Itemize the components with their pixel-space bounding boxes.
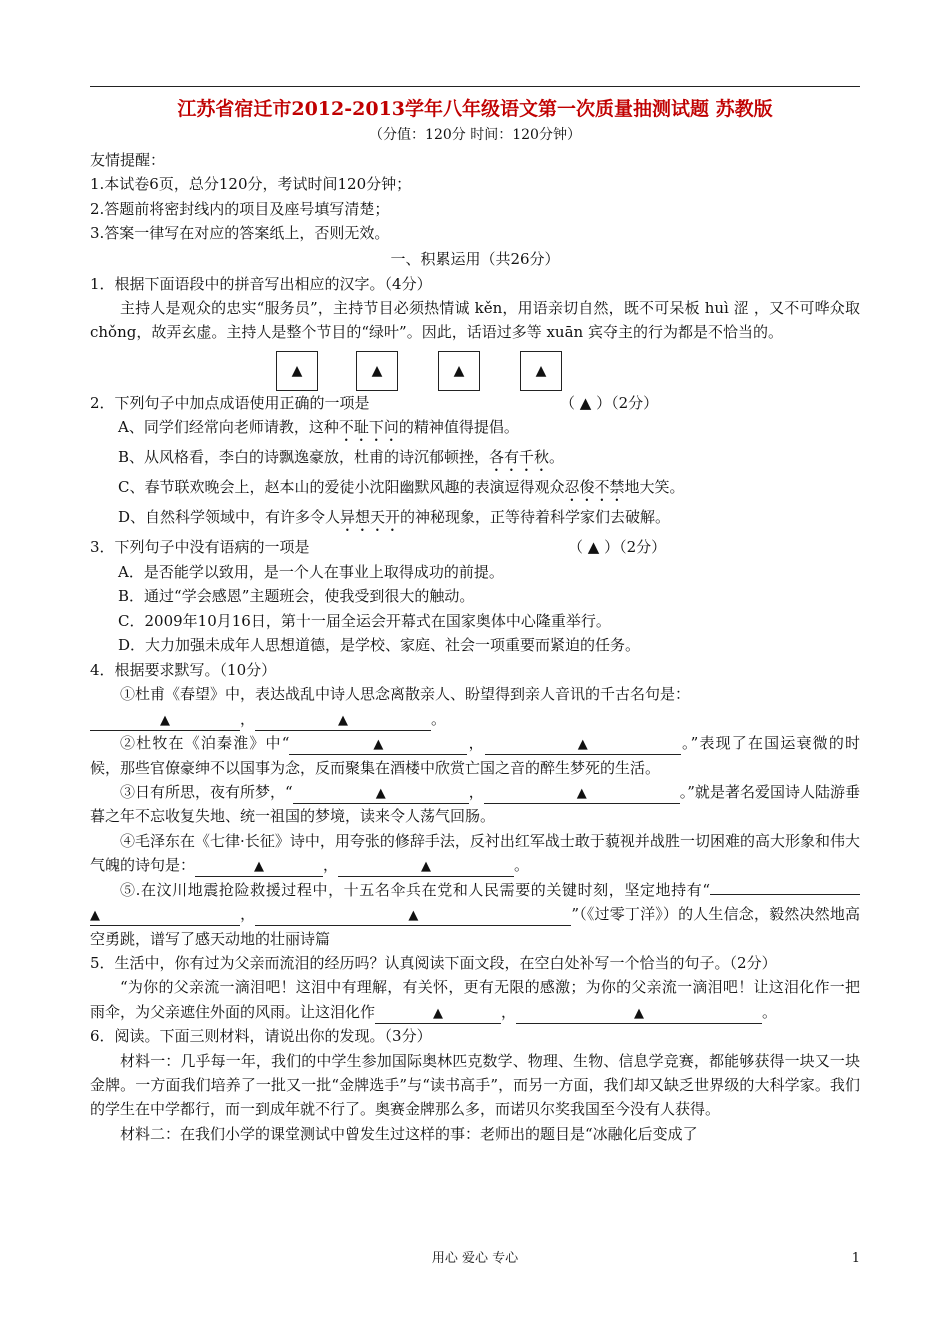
q2-option-b: B、从风格看，李白的诗飘逸豪放，杜甫的诗沉郁顿挫，各有千秋。: [118, 448, 565, 467]
answer-box[interactable]: ▲: [276, 351, 318, 391]
q2-score: （2分）: [611, 393, 659, 412]
q2-option-a: A、同学们经常向老师请教，这种不耻下问的精神值得提倡。: [118, 418, 519, 437]
fill-blank[interactable]: ▲: [516, 1005, 762, 1024]
q1-answer-boxes: [90, 345, 860, 391]
q6-material-1: 材料一：几乎每一年，我们的中学生参加国际奥林匹克数学、物理、生物、信息学竞赛，都能够获得一块又一块金牌。一方面我们培养了一批又一批“金牌选手”与“读书高手”，而另一方面，我们却又缺乏世界级的大科学家。我们的学生在中学都行，而一到成年就不行了。奥赛金牌那么多，而诺贝尔奖我国至今没有人获得。: [90, 1051, 860, 1119]
q2-option-c: C、春节联欢晚会上，赵本山的爱徒小沈阳幽默风趣的表演逗得观众忍俊不禁地大笑。: [118, 478, 685, 497]
q4-item-1: ①杜甫《春望》中，表达战乱中诗人思念离散亲人、盼望得到亲人音讯的千古名句是：: [120, 685, 691, 704]
q2-answer-slot[interactable]: （ ▲ ）（2分）: [560, 393, 659, 412]
fill-blank[interactable]: ▲: [195, 858, 323, 877]
fill-blank[interactable]: ▲: [338, 858, 514, 877]
document-page: [90, 94, 860, 1146]
dotted-idiom: 异想天开: [340, 508, 401, 527]
q1-passage: 主持人是观众的忠实“服务员”，主持节目必须热情诚 kěn，用语亲切自然，既不可呆板 huì 涩 ，又不可哗众取 chǒng，故弄玄虚。主持人是整个节目的“绿叶”。因此，话语过多等 xuān 宾夺主的行为都是不恰当的。: [90, 299, 860, 342]
q4-item-4: ④毛泽东在《七律·长征》诗中，用夸张的修辞手法，反衬出红军战士敢于藐视并战胜一切困难的高大形象和伟大气魄的诗句是： ▲ ， ▲ 。: [90, 829, 860, 878]
fill-blank[interactable]: ▲: [90, 712, 240, 731]
q3-option-b: B．通过“学会感恩”主题班会，使我受到很大的触动。: [118, 587, 475, 606]
q4-item-2: ②杜牧在《泊秦淮》中“ ▲ ， ▲ 。”表现了在国运衰微的时候，那些官僚豪绅不以国事为念，反而聚集在酒楼中欣赏亡国之音的醉生梦死的生活。: [90, 734, 861, 777]
q3-option-d: D．大力加强未成年人思想道德，是学校、家庭、社会一项重要而紧迫的任务。: [118, 636, 641, 655]
q6-stem: 6．阅读。下面三则材料，请说出你的发现。（3分）: [90, 1027, 432, 1046]
reminder-heading: 友情提醒：: [90, 151, 166, 169]
answer-box[interactable]: ▲: [520, 351, 562, 391]
q4-item-1-blanks: ▲ ， ▲ 。: [90, 707, 860, 731]
fill-blank[interactable]: ▲: [90, 907, 240, 926]
q1-stem: 1．根据下面语段中的拼音写出相应的汉字。（4分）: [90, 274, 432, 293]
section-heading: 一、积累运用（共26分）: [390, 249, 560, 268]
footer-motto: 用心 爱心 专心: [431, 1251, 519, 1266]
fill-blank[interactable]: ▲: [485, 736, 681, 755]
fill-blank[interactable]: ▲: [255, 907, 571, 926]
dotted-idiom: 各有千秋: [489, 448, 550, 467]
page-number: 1: [851, 1251, 860, 1266]
q3-option-a: A．是否能学以致用，是一个人在事业上取得成功的前提。: [118, 562, 504, 581]
document-subtitle: （分值：120分 时间：120分钟）: [369, 127, 581, 143]
q2-option-d: D、自然科学领域中，有许多令人异想天开的神秘现象，正等待着科学家们去破解。: [118, 508, 671, 527]
q5-passage: “为你的父亲流一滴泪吧！这泪中有理解，有关怀，更有无限的感激；为你的父亲流一滴泪吧！让这泪化作一把雨伞，为父亲遮住外面的风雨。让这泪化作 ▲ ， ▲ 。: [90, 975, 860, 1024]
q3-answer-slot[interactable]: （ ▲ ）（2分）: [568, 538, 667, 557]
document-title: 江苏省宿迁市2012-2013学年八年级语文第一次质量抽测试题 苏教版: [177, 98, 773, 120]
fill-blank[interactable]: ▲: [293, 785, 469, 804]
reminder-item: 3.答案一律写在对应的答案纸上，否则无效。: [90, 224, 390, 243]
q3-stem: 3．下列句子中没有语病的一项是: [90, 538, 310, 557]
q4-item-5: ⑤.在汶川地震抢险救援过程中，十五名伞兵在党和人民需要的关键时刻，坚定地持有“▲ ， ▲ ”（《过零丁洋》）的人生信念，毅然决然地高空勇跳，谱写了感天动地的壮丽诗篇: [90, 880, 860, 948]
q4-stem: 4．根据要求默写。（10分）: [90, 661, 277, 680]
q6-material-2: 材料二：在我们小学的课堂测试中曾发生过这样的事：老师出的题目是“冰融化后变成了: [120, 1124, 698, 1143]
q3-stem-line: [90, 535, 860, 559]
fill-blank[interactable]: ▲: [375, 1005, 501, 1024]
fill-blank[interactable]: ▲: [484, 785, 680, 804]
answer-box[interactable]: ▲: [438, 351, 480, 391]
q5-stem: 5．生活中，你有过为父亲而流泪的经历吗？认真阅读下面文段，在空白处补写一个恰当的句子。（2分）: [90, 953, 777, 972]
fill-blank[interactable]: [710, 894, 860, 895]
q2-stem-line: [90, 391, 860, 415]
reminder-item: 1.本试卷6页，总分120分，考试时间120分钟；: [90, 175, 412, 194]
dotted-idiom: 不耻下问: [338, 418, 399, 437]
reminder-item: 2.答题前将密封线内的项目及座号填写清楚；: [90, 199, 390, 218]
q2-stem: 2．下列句子中加点成语使用正确的一项是: [90, 393, 370, 412]
dotted-idiom: 忍俊不禁: [564, 478, 625, 497]
q3-score: （2分）: [619, 538, 667, 557]
fill-blank[interactable]: ▲: [289, 736, 467, 755]
header-rule: [90, 86, 860, 87]
answer-box[interactable]: ▲: [356, 351, 398, 391]
q3-option-c: C．2009年10月16日，第十一届全运会开幕式在国家奥体中心隆重举行。: [118, 611, 611, 630]
q4-item-3: ③日有所思，夜有所梦，“ ▲ ， ▲ 。”就是著名爱国诗人陆游垂暮之年不忘收复失地、统一祖国的梦境，读来令人荡气回肠。: [90, 783, 860, 826]
fill-blank[interactable]: ▲: [255, 712, 431, 731]
